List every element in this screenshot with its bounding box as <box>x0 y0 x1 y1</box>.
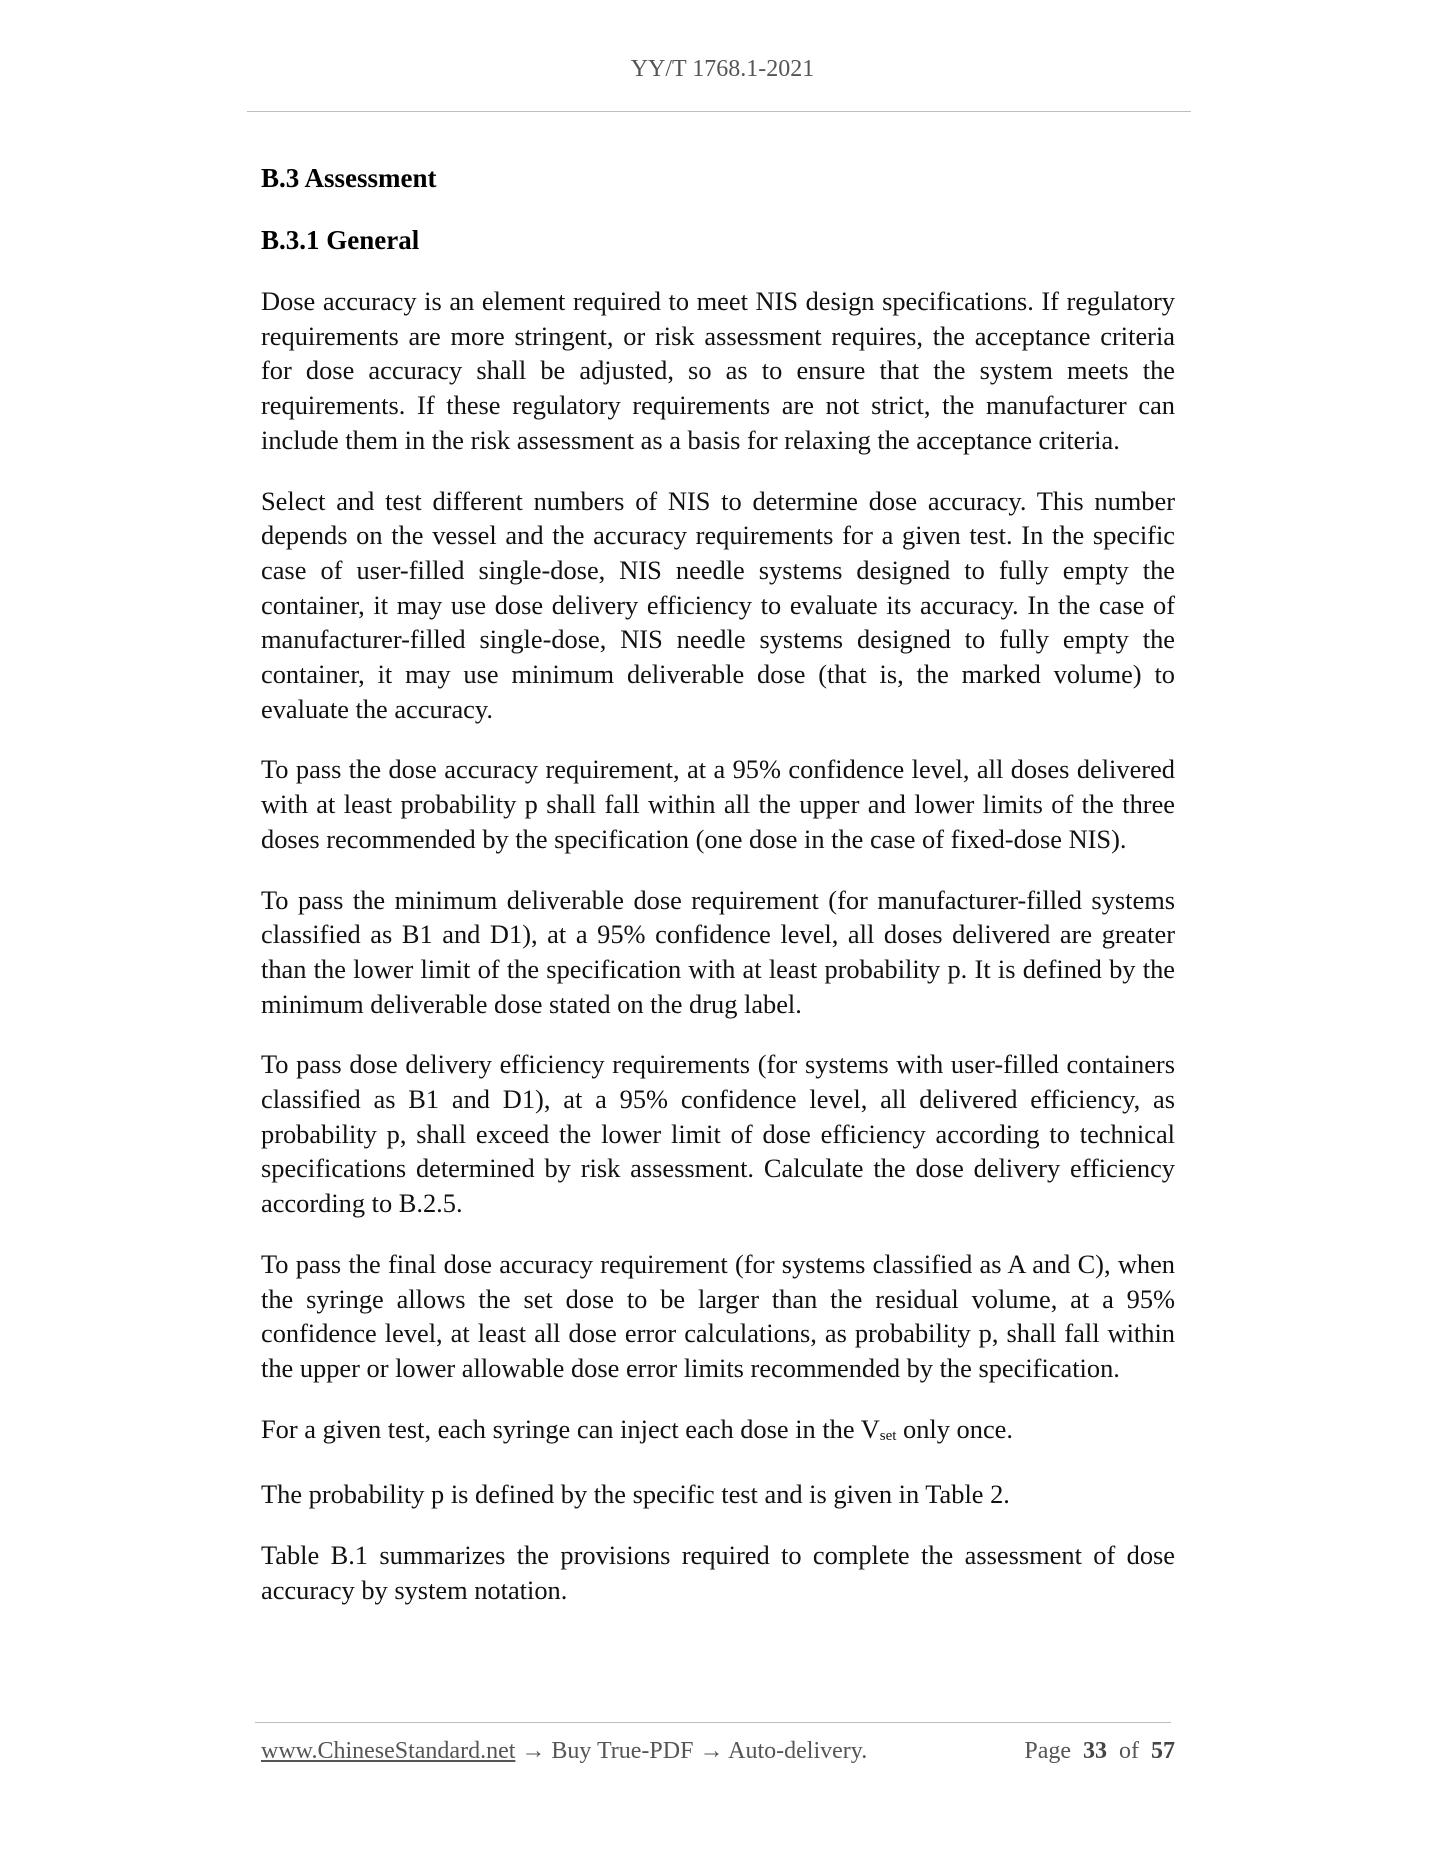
footer-divider <box>255 1722 1171 1723</box>
section-heading-b3: B.3 Assessment <box>261 163 437 193</box>
page-label: Page <box>1024 1738 1071 1764</box>
paragraph-2: Select and test different numbers of NIS to determine dose accuracy. This number depends on the vessel and the accuracy requirements for a given test. In the specific case of user-filled single-dose, NIS needle systems designed to fully empty the container, it may use dose delivery efficiency to evaluate its accuracy. In the case of manufacturer-filled single-dose, NIS needle systems designed to fully empty the container, it may use minimum deliverable dose (that is, the marked volume) to evaluate the accuracy. <box>261 485 1175 724</box>
arrow-separator-1: → <box>515 1738 552 1764</box>
page-content <box>261 160 1175 1634</box>
paragraph-7-text-before: For a given test, each syringe can inject each dose in the <box>261 1413 861 1444</box>
page-footer <box>261 1738 1175 1770</box>
page-total: 57 <box>1151 1738 1175 1764</box>
running-header: YY/T 1768.1-2021 <box>630 56 815 82</box>
of-label: of <box>1119 1738 1139 1764</box>
paragraph-3: To pass the dose accuracy requirement, at a 95% confidence level, all doses delivered with at least probability p shall fall within all the upper and lower limits of the three doses recommended by the specification (one dose in the case of fixed-dose NIS). <box>261 754 1175 854</box>
paragraph-7-text-after: only once. <box>896 1413 1013 1444</box>
footer-links <box>261 1738 867 1765</box>
v-set-subscript: set <box>879 1427 897 1444</box>
paragraph-9: Table B.1 summarizes the provisions required to complete the assessment of dose accuracy by system notation. <box>261 1540 1175 1605</box>
page-current: 33 <box>1083 1738 1107 1764</box>
paragraph-7 <box>261 1412 1175 1452</box>
paragraph-5: To pass dose delivery efficiency requirements (for systems with user-filled containers classified as B1 and D1), at a 95% confidence level, all delivered efficiency, as probability p, shall exceed the lower limit of dose efficiency according to technical specifications determined by risk assessment. Calculate the dose delivery efficiency according to B.2.5. <box>261 1049 1175 1219</box>
section-heading-b31: B.3.1 General <box>261 225 420 255</box>
arrow-separator-2: → <box>693 1738 729 1764</box>
paragraph-8: The probability p is defined by the specific test and is given in Table 2. <box>261 1479 1010 1510</box>
paragraph-6: To pass the final dose accuracy requirement (for systems classified as A and C), when the syringe allows the set dose to be larger than the residual volume, at a 95% confidence level, at least all dose error calculations, as probability p, shall fall within the upper or lower allowable dose error limits recommended by the specification. <box>261 1248 1175 1383</box>
buy-true-pdf-text: Buy True-PDF <box>551 1738 694 1764</box>
website-link[interactable]: www.ChineseStandard.net <box>261 1738 516 1764</box>
v-set-symbol: V <box>860 1413 880 1444</box>
page-number <box>1024 1738 1175 1765</box>
auto-delivery-text: Auto-delivery. <box>728 1738 868 1764</box>
paragraph-1: Dose accuracy is an element required to meet NIS design specifications. If regulatory requirements are more stringent, or risk assessment requires, the acceptance criteria for dose accuracy shall be adjusted, so as to ensure that the system meets the requirements. If these regulatory requirements are not strict, the manufacturer can include them in the risk assessment as a basis for relaxing the acceptance criteria. <box>261 286 1175 455</box>
paragraph-4: To pass the minimum deliverable dose requirement (for manufacturer-filled systems classified as B1 and D1), at a 95% confidence level, all doses delivered are greater than the lower limit of the specification with at least probability p. It is defined by the minimum deliverable dose stated on the drug label. <box>261 884 1175 1019</box>
header-divider <box>247 111 1191 112</box>
